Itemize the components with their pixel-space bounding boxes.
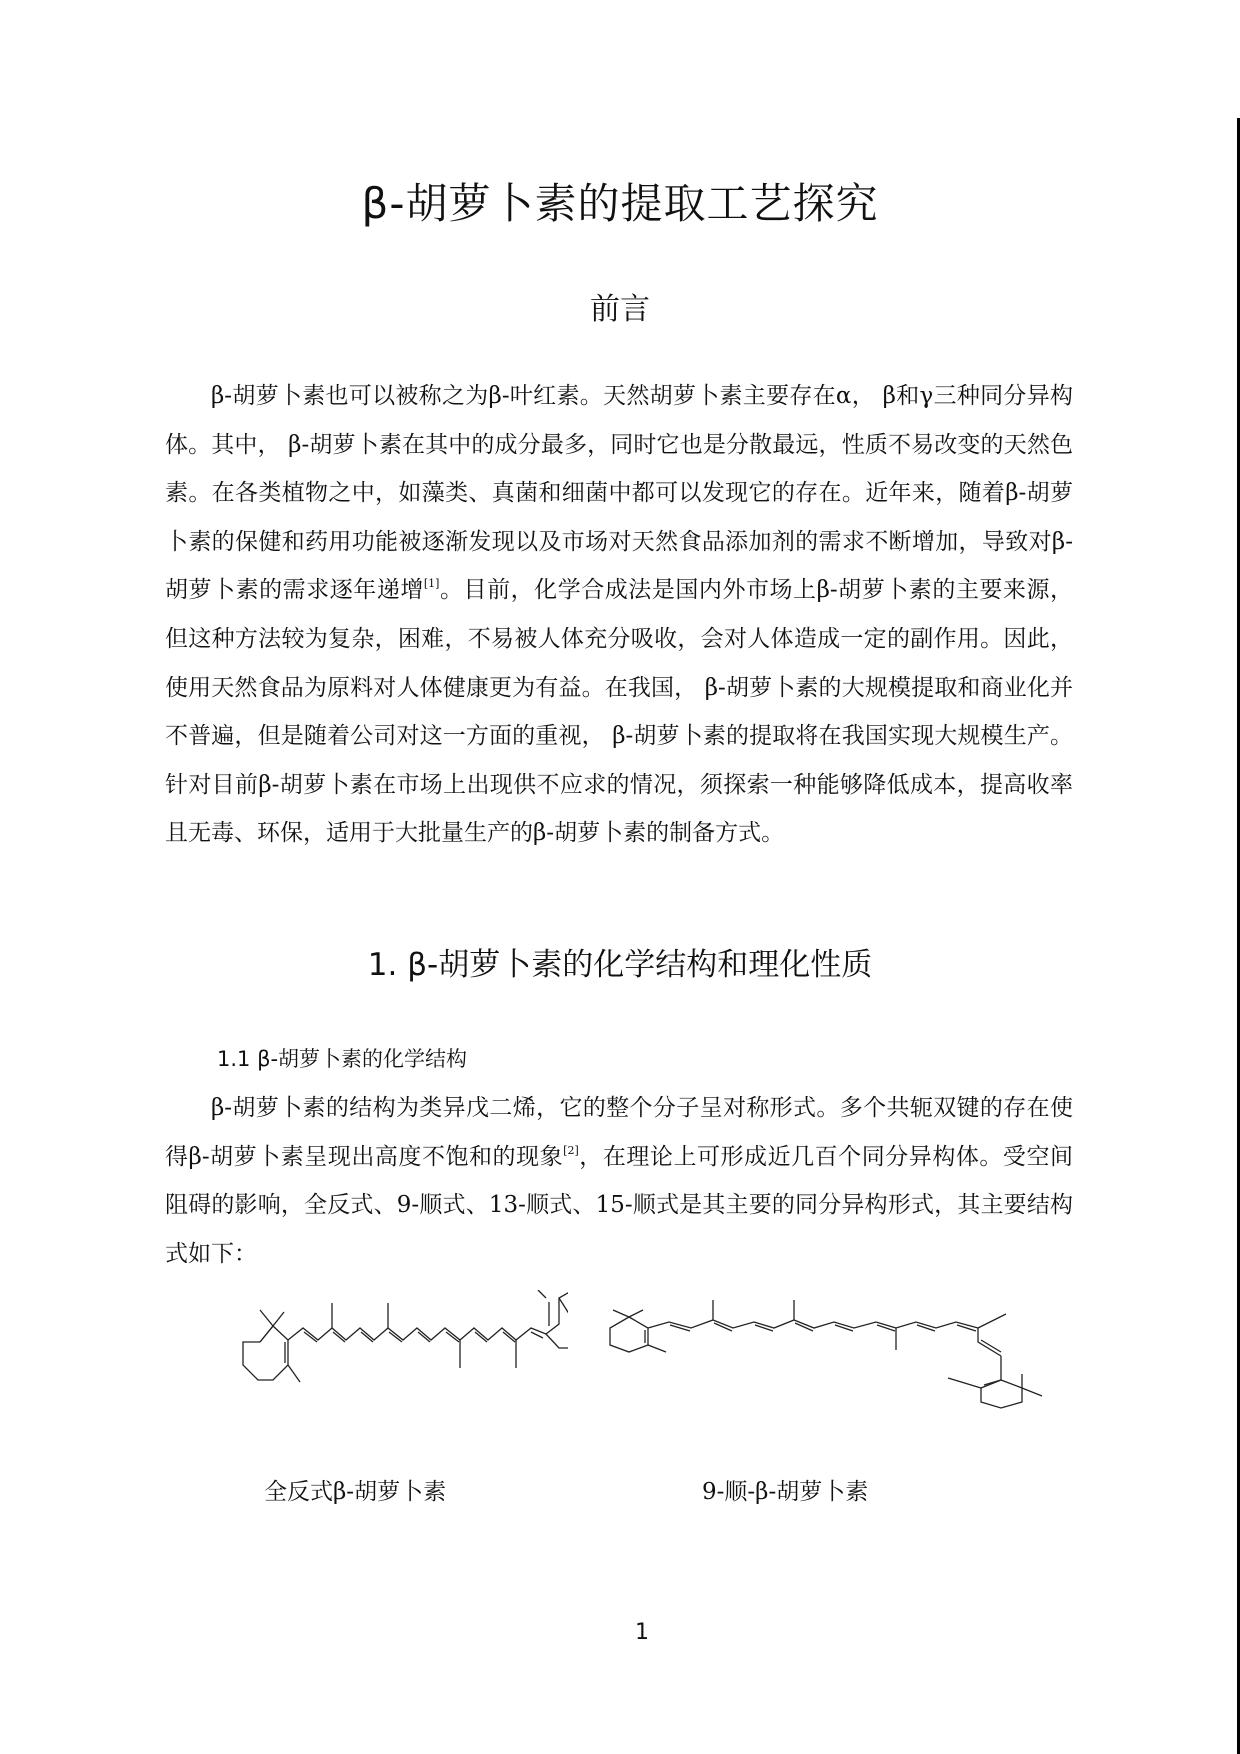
document-title: β-胡萝卜素的提取工艺探究	[361, 179, 879, 228]
figure-caption-all-trans: 全反式β-胡萝卜素	[264, 1479, 447, 1505]
structure-paragraph	[165, 1084, 1073, 1278]
structure-text-part1: β-胡萝卜素的结构为类异戊二烯，它的整个分子呈对称形式。多个共轭双键的存在使得β-胡萝卜素呈现出高度不饱和的现象	[165, 1095, 1073, 1170]
preface-text-part2: 。目前，化学合成法是国内外市场上β-胡萝卜素的主要来源，但这种方法较为复杂，困难，不易被人体充分吸收，会对人体造成一定的副作用。因此，使用天然食品为原料对人体健康更为有益。在我国， β-胡萝卜素的大规模提取和商业化并不普遍，但是随着公司对这一方面的重视， β-胡萝卜素的提取将在我国实现大规模生产。针对目前β-胡萝卜素在市场上出现供不应求的情况，须探索一种能够降低成本，提高收率且无毒、环保，适用于大批量生产的β-胡萝卜素的制备方式。	[165, 577, 1073, 847]
all-trans-beta-carotene-structure-icon	[228, 1290, 568, 1420]
preface-heading: 前言	[590, 292, 650, 327]
preface-text-part1: β-胡萝卜素也可以被称之为β-叶红素。天然胡萝卜素主要存在α， β和γ三种同分异构体。其中， β-胡萝卜素在其中的成分最多，同时它也是分散最远，性质不易改变的天然色素。在各类植物之中，如藻类、真菌和细菌中都可以发现它的存在。近年来，随着β-胡萝卜素的保健和药用功能被逐渐发现以及市场对天然食品添加剂的需求不断增加，导致对β-胡萝卜素的需求逐年递增	[165, 383, 1073, 604]
section-1-heading: 1. β-胡萝卜素的化学结构和理化性质	[367, 947, 873, 983]
subsection-1-1-heading: 1.1 β-胡萝卜素的化学结构	[217, 1047, 468, 1071]
page-number: 1	[635, 1620, 649, 1645]
9-cis-beta-carotene-structure-icon	[596, 1300, 1056, 1430]
citation-ref-2[interactable]: [2]	[563, 1143, 579, 1157]
figure-caption-9-cis: 9-顺-β-胡萝卜素	[702, 1479, 869, 1505]
preface-paragraph	[165, 372, 1073, 858]
citation-ref-1[interactable]: [1]	[423, 577, 440, 591]
structure-text-part2: ，在理论上可形成近几百个同分异构体。受空间阻碍的影响，全反式、9-顺式、13-顺式、15-顺式是其主要的同分异构形式，其主要结构式如下：	[165, 1143, 1073, 1267]
